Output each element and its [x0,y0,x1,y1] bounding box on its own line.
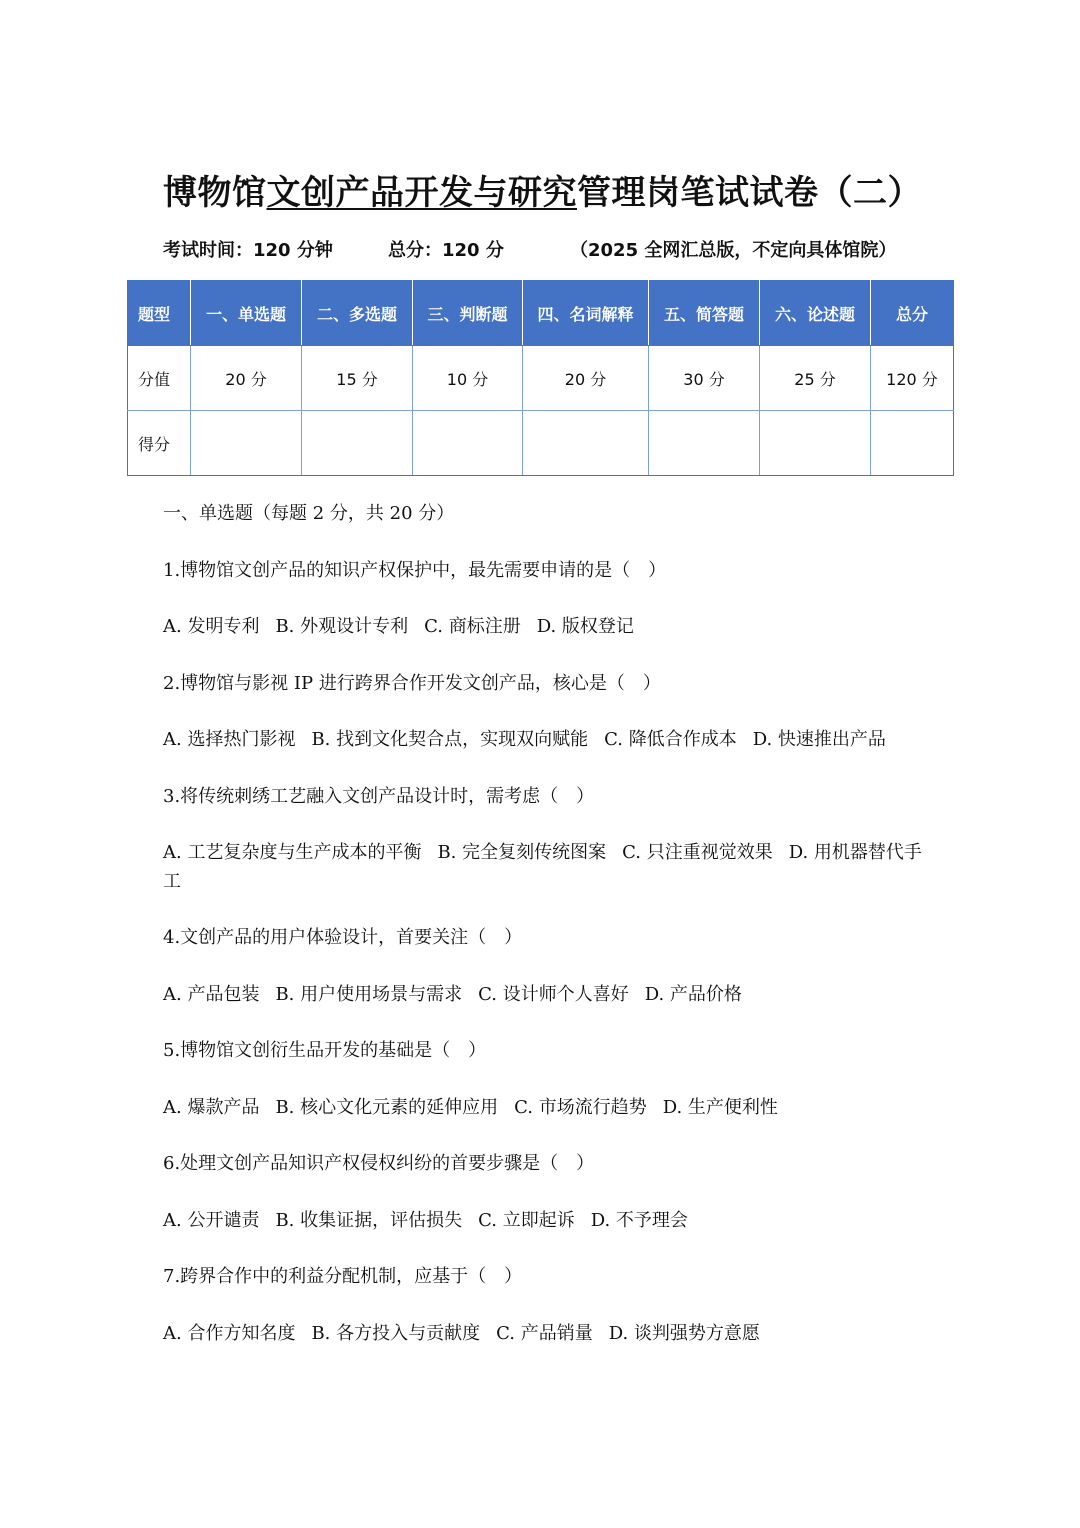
header-cell: 总分 [871,281,954,346]
question-text: 4.文创产品的用户体验设计，首要关注（ ） [163,927,523,948]
question-text: 2.博物馆与影视 IP 进行跨界合作开发文创产品，核心是（ ） [163,672,661,694]
value-cell: 120 分 [871,346,954,411]
section-heading: 一、单选题（每题 2 分，共 20 分） [163,503,455,524]
score-table [127,280,954,476]
score-table-header [128,281,954,346]
value-cell: 15 分 [302,346,413,411]
option: C. 立即起诉 [478,1209,575,1231]
option: A. 合作方知名度 [163,1322,296,1344]
option: D. 版权登记 [536,616,634,637]
header-cell: 三、判断题 [413,281,523,346]
header-cell: 二、多选题 [302,281,413,346]
value-cell: 10 分 [413,346,523,411]
exam-content [163,500,923,1376]
value-cell: 25 分 [760,346,871,411]
option: D. 生产便利性 [662,1096,778,1118]
score-cell [760,411,871,476]
option: C. 商标注册 [424,616,521,637]
value-cell: 20 分 [191,346,302,411]
option: C. 产品销量 [496,1322,593,1344]
option: A. 产品包装 [163,983,260,1005]
option: C. 设计师个人喜好 [478,983,629,1005]
option: A. 公开谴责 [163,1209,260,1231]
value-cell: 30 分 [649,346,760,411]
option: B. 各方投入与贡献度 [311,1322,481,1344]
values-label: 分值 [128,346,191,411]
question-text: 3.将传统刺绣工艺融入文创产品设计时，需考虑（ ） [163,785,595,807]
score-cell [871,411,954,476]
exam-total-score: 总分：120 分 [388,240,504,261]
question-text: 5.博物馆文创衍生品开发的基础是（ ） [163,1040,487,1061]
option: B. 收集证据，评估损失 [275,1209,463,1231]
option: B. 用户使用场景与需求 [275,983,463,1005]
option: C. 只注重视觉效果 [622,842,773,863]
option: A. 发明专利 [163,616,260,637]
option: C. 降低合作成本 [604,729,737,750]
header-cell: 一、单选题 [191,281,302,346]
header-cell: 五、简答题 [649,281,760,346]
question-text: 1.博物馆文创产品的知识产权保护中，最先需要申请的是（ ） [163,559,667,581]
option: A. 工艺复杂度与生产成本的平衡 [163,842,422,863]
exam-note: （2025 全网汇总版，不定向具体馆院） [570,240,897,261]
option: D. 不予理会 [590,1209,688,1231]
page-title [163,170,922,216]
option: B. 核心文化元素的延伸应用 [275,1096,499,1118]
header-cell: 题型 [128,281,191,346]
question-options [163,981,923,1010]
title-start: 博物馆 [163,173,267,213]
score-table-score-row [128,411,954,476]
option: A. 选择热门影视 [163,729,296,750]
option: C. 市场流行趋势 [514,1096,647,1118]
option: D. 用机器替代手工 [163,842,922,892]
question-options [163,726,923,755]
value-cell: 20 分 [523,346,649,411]
title-underlined: 文创产品开发与研究 [266,173,577,213]
score-cell [413,411,523,476]
option: D. 快速推出产品 [752,729,886,750]
score-cell [523,411,649,476]
option: A. 爆款产品 [163,1096,260,1118]
question-text: 6.处理文创产品知识产权侵权纠纷的首要步骤是（ ） [163,1153,595,1174]
header-cell: 四、名词解释 [523,281,649,346]
score-cell [649,411,760,476]
exam-time: 考试时间：120 分钟 [163,240,333,261]
question-options [163,613,923,642]
option: B. 找到文化契合点，实现双向赋能 [311,729,589,750]
title-end: 管理岗笔试试卷（二） [577,173,922,213]
score-cell [302,411,413,476]
option: D. 产品价格 [644,983,742,1005]
score-table-values-row [128,346,954,411]
question-options [163,1094,923,1123]
score-cell [191,411,302,476]
question-options [163,1320,923,1349]
option: B. 外观设计专利 [275,616,409,637]
score-label: 得分 [128,411,191,476]
option: D. 谈判强势方意愿 [608,1322,760,1344]
question-options [163,839,923,896]
question-text: 7.跨界合作中的利益分配机制，应基于（ ） [163,1266,523,1287]
question-options [163,1207,923,1236]
header-cell: 六、论述题 [760,281,871,346]
option: B. 完全复刻传统图案 [437,842,607,863]
